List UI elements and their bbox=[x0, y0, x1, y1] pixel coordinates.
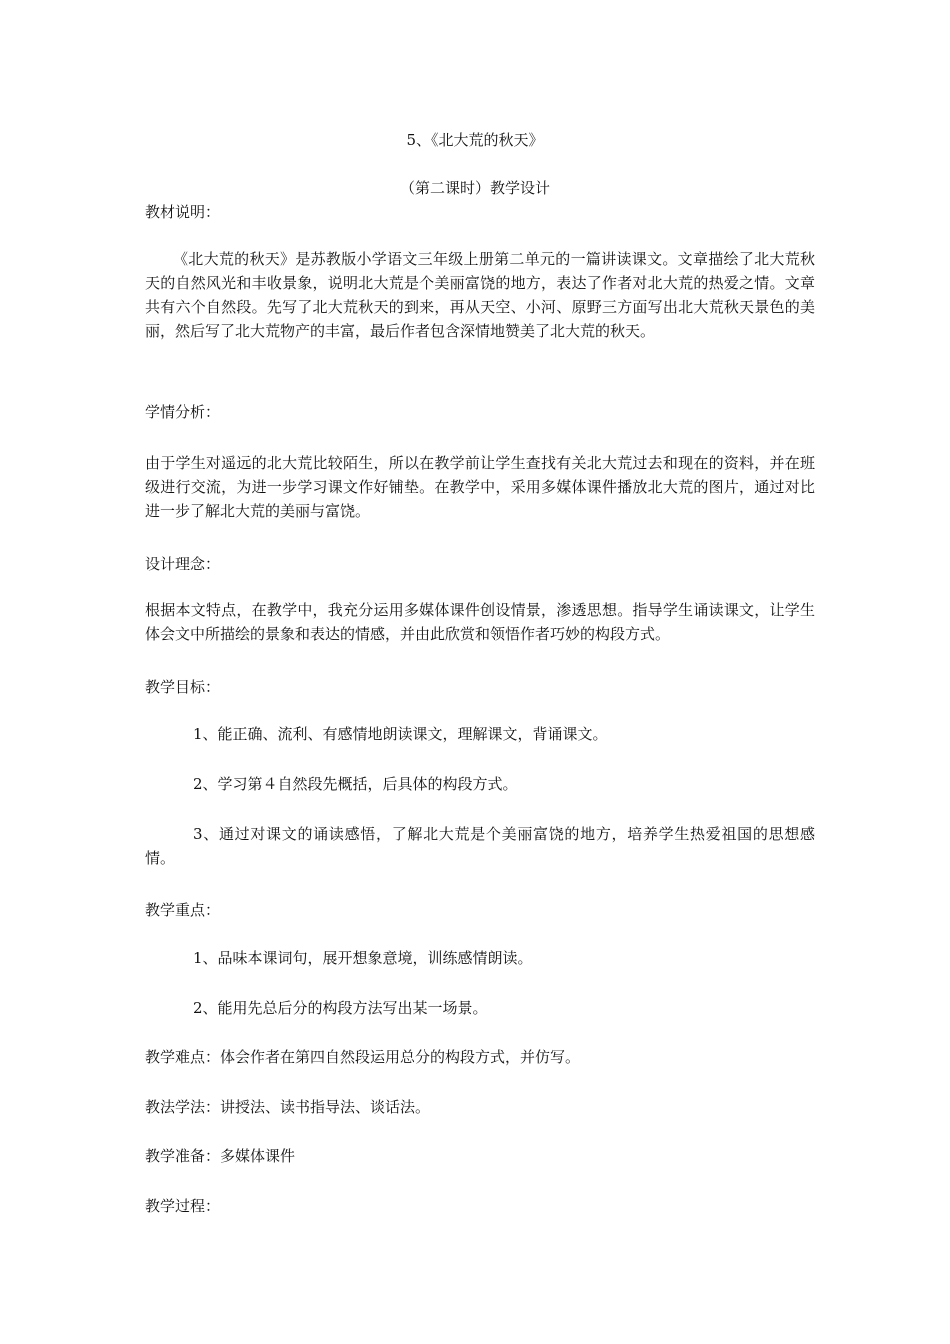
teaching-key-heading: 教学重点： bbox=[145, 901, 221, 919]
teaching-difficulty: 教学难点：体会作者在第四自然段运用总分的构段方式，并仿写。 bbox=[145, 1048, 581, 1066]
student-analysis-heading: 学情分析： bbox=[145, 403, 221, 421]
teaching-goal-2: 2、学习第４自然段先概括，后具体的构段方式。 bbox=[193, 775, 518, 793]
teaching-key-1: 1、品味本课词句，展开想象意境，训练感情朗读。 bbox=[193, 949, 533, 967]
teaching-key-2: 2、能用先总后分的构段方法写出某一场景。 bbox=[193, 999, 488, 1017]
material-heading: 教材说明： bbox=[145, 203, 221, 221]
teaching-process-heading: 教学过程： bbox=[145, 1197, 221, 1215]
student-analysis-paragraph: 由于学生对遥远的北大荒比较陌生，所以在教学前让学生查找有关北大荒过去和现在的资料，并在班级进行交流，为进一步学习课文作好铺垫。在教学中，采用多媒体课件播放北大荒的图片，通过对比进一步了解北大荒的美丽与富饶。 bbox=[145, 454, 815, 520]
teaching-goal-1: 1、能正确、流利、有感情地朗读课文，理解课文，背诵课文。 bbox=[193, 725, 608, 743]
material-paragraph: 《北大荒的秋天》是苏教版小学语文三年级上册第二单元的一篇讲读课文。文章描绘了北大荒秋天的自然风光和丰收景象，说明北大荒是个美丽富饶的地方，表达了作者对北大荒的热爱之情。文章共有六个自然段。先写了北大荒秋天的到来，再从天空、小河、原野三方面写出北大荒秋天景色的美丽，然后写了北大荒物产的丰富，最后作者包含深情地赞美了北大荒的秋天。 bbox=[145, 250, 815, 340]
document-subtitle: （第二课时）教学设计 bbox=[399, 179, 550, 197]
teaching-goals-heading: 教学目标： bbox=[145, 678, 221, 696]
teaching-goal-3: 3、通过对课文的诵读感悟，了解北大荒是个美丽富饶的地方，培养学生热爱祖国的思想感情。 bbox=[145, 825, 815, 867]
teaching-preparation: 教学准备：多媒体课件 bbox=[145, 1147, 296, 1165]
teaching-methods: 教法学法：讲授法、读书指导法、谈话法。 bbox=[145, 1098, 431, 1116]
document-title: 5、《北大荒的秋天》 bbox=[406, 131, 544, 149]
design-concept-paragraph: 根据本文特点，在教学中，我充分运用多媒体课件创设情景，渗透思想。指导学生诵读课文，让学生体会文中所描绘的景象和表达的情感，并由此欣赏和领悟作者巧妙的构段方式。 bbox=[145, 601, 815, 643]
design-concept-heading: 设计理念： bbox=[145, 555, 221, 573]
